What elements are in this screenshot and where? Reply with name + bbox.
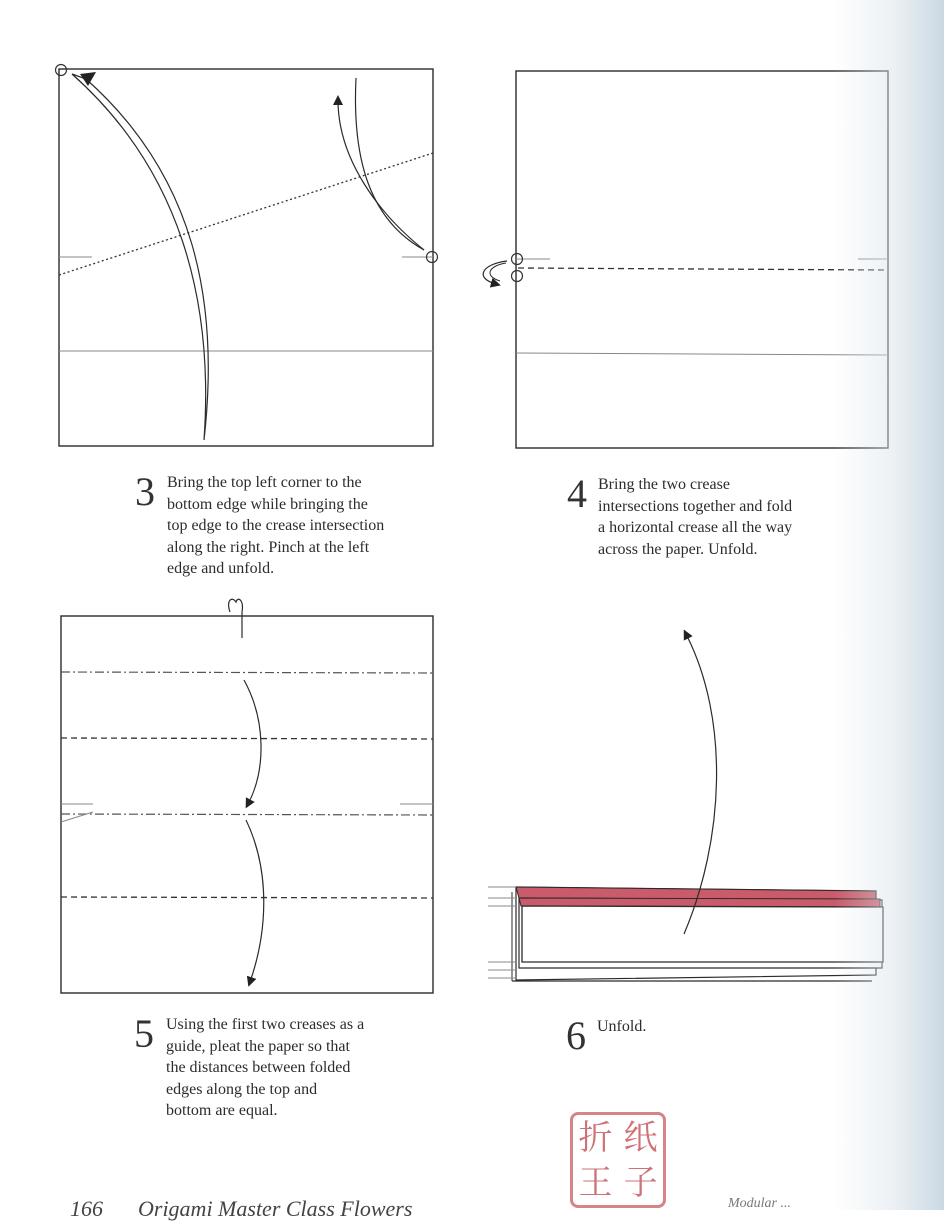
seal-char: 王 [578, 1162, 613, 1203]
step-number: 5 [134, 1011, 154, 1056]
seal-stamp [570, 1112, 666, 1208]
paper-square [516, 71, 888, 448]
book-title: Origami Master Class Flowers [138, 1196, 413, 1221]
intersection-point-marker [512, 271, 523, 282]
pleat-arrow-upper [244, 680, 261, 804]
page-number: 166 [70, 1196, 103, 1221]
fold-arrow-small-return [338, 100, 424, 250]
valley-fold-line [59, 153, 433, 275]
crease-line [516, 353, 888, 355]
seal-char: 纸 [623, 1117, 658, 1158]
mountain-fold-arrow-icon [229, 599, 243, 638]
valley-fold-line [61, 897, 433, 898]
seal-char: 子 [623, 1162, 658, 1203]
step-instruction: Bring the two crease intersections together and fold a horizontal crease all the way across the paper. Unfold. [598, 476, 793, 558]
step-6-diagram [488, 634, 883, 981]
valley-fold-line [518, 268, 888, 270]
step-number: 6 [566, 1013, 586, 1058]
step-number: 4 [567, 471, 587, 516]
pleat-arrow-lower [246, 820, 264, 982]
paper-layer-front [522, 906, 883, 962]
step-5-diagram [61, 599, 433, 993]
step-3-diagram [56, 65, 438, 447]
bring-together-arrow-inner [490, 263, 506, 281]
step-instruction: Using the first two creases as a guide, pleat the paper so that the distances between folded edges along the top and bottom are equal. [166, 1016, 365, 1119]
mountain-fold-line [61, 814, 433, 815]
step-4-diagram [483, 71, 888, 448]
seal-char: 折 [578, 1117, 613, 1158]
fold-arrow-large [72, 74, 208, 440]
step-instruction: Unfold. [597, 1018, 647, 1035]
bring-together-arrow [483, 261, 507, 284]
mountain-fold-line [61, 672, 433, 673]
page-footer [70, 1196, 412, 1222]
fold-arrow-small [355, 78, 424, 250]
valley-fold-line [61, 738, 433, 739]
step-number: 3 [135, 469, 155, 514]
paper-square [59, 69, 433, 446]
corner-point-marker [56, 65, 67, 76]
step-instruction: Bring the top left corner to the bottom edge while bringing the top edge to the crease intersection along the right. Pinch at the left edge and unfold. [167, 474, 385, 577]
footer-right-text: Modular ... [728, 1196, 791, 1211]
